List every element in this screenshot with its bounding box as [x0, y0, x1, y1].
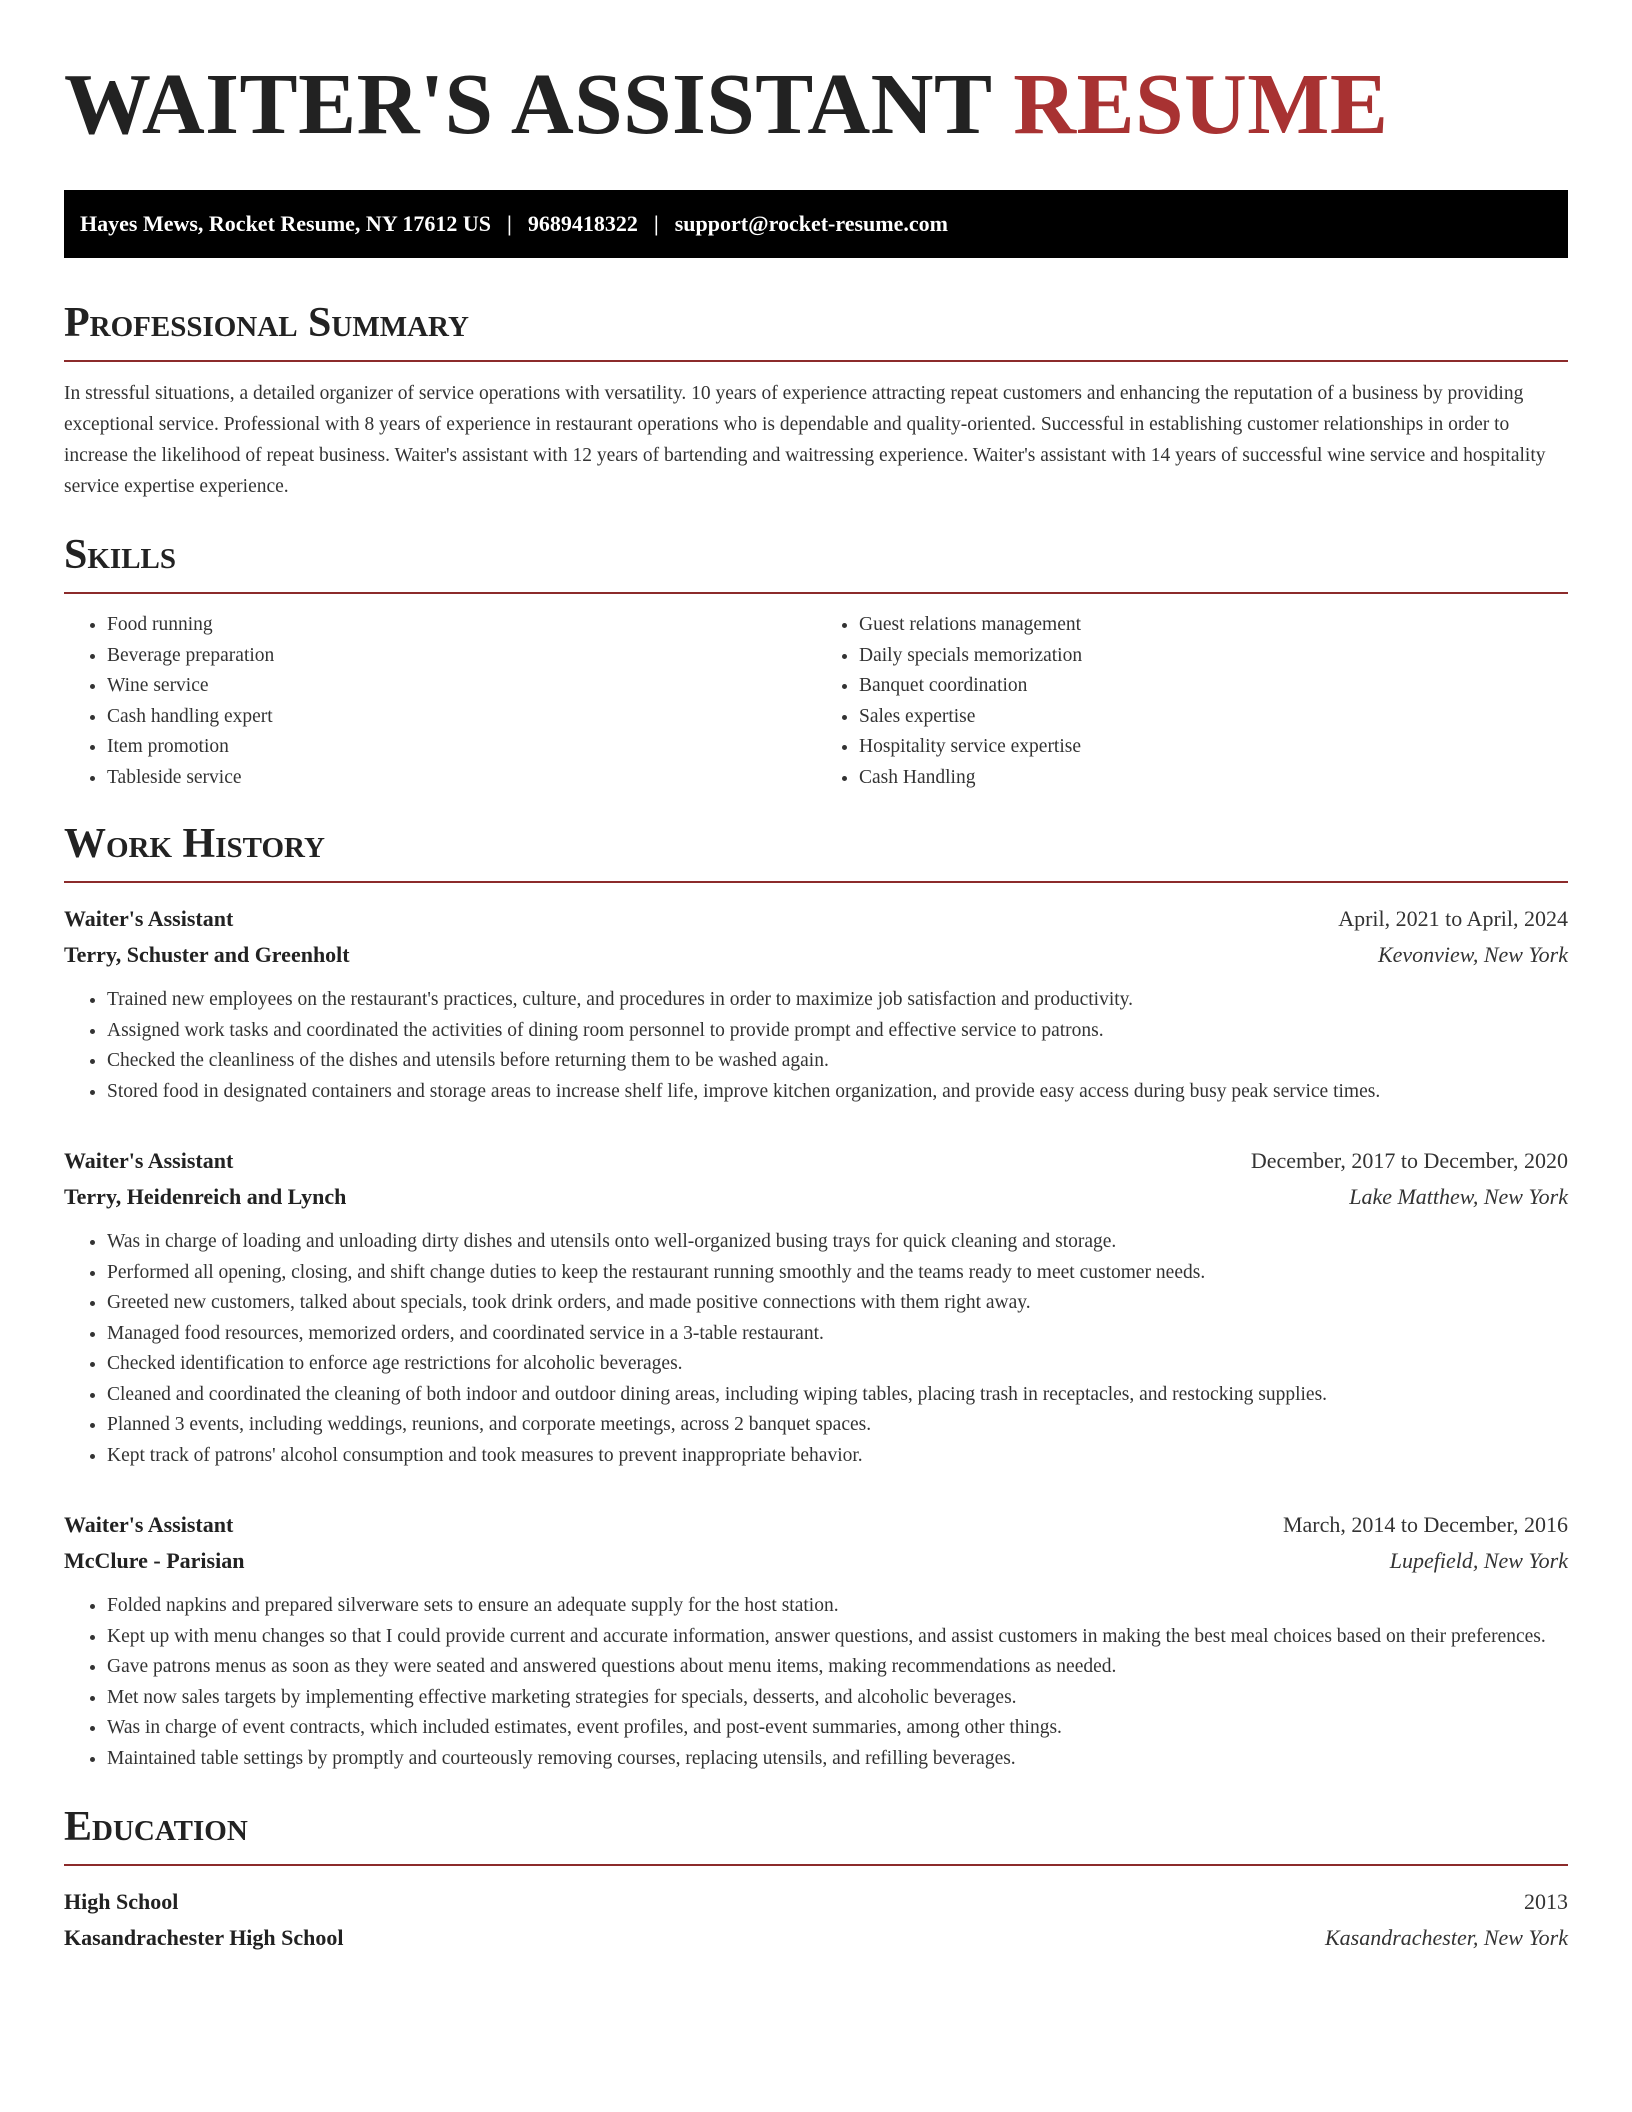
- job-entry: [64, 1507, 1568, 1774]
- job-bullet: • Planned 3 events, including weddings, reunions, and corporate meetings, across 2 banquet spaces.: [107, 1410, 1568, 1441]
- job-company: Terry, Schuster and Greenholt: [64, 942, 350, 967]
- job-bullet: • Checked the cleanliness of the dishes and utensils before returning them to be washed again.: [107, 1046, 1568, 1077]
- job-bullet: • Was in charge of event contracts, which included estimates, event profiles, and post-event summaries, among other things.: [107, 1713, 1568, 1744]
- title-main: WAITER'S ASSISTANT: [64, 55, 991, 152]
- job-company: Terry, Heidenreich and Lynch: [64, 1184, 347, 1209]
- job-location: Lake Matthew, New York: [1349, 1184, 1568, 1209]
- job-bullet: • Managed food resources, memorized orders, and coordinated service in a 3-table restaurant.: [107, 1319, 1568, 1350]
- job-company-row: [64, 1179, 1568, 1215]
- skills-list-right: [816, 610, 1568, 793]
- resume-title: [64, 55, 1568, 152]
- job-bullets: [64, 985, 1568, 1107]
- education-year: 2013: [1524, 1889, 1568, 1914]
- job-entry: [64, 1143, 1568, 1471]
- job-bullet: • Met now sales targets by implementing effective marketing strategies for specials, desserts, and alcoholic beverages.: [107, 1683, 1568, 1714]
- job-bullet: • Assigned work tasks and coordinated the activities of dining room personnel to provide prompt and effective service to patrons.: [107, 1016, 1568, 1047]
- job-bullet: • Performed all opening, closing, and shift change duties to keep the restaurant running smoothly and the teams ready to meet customer needs.: [107, 1258, 1568, 1289]
- job-title: Waiter's Assistant: [64, 1512, 234, 1537]
- skills-columns: [64, 610, 1568, 793]
- job-bullet: • Gave patrons menus as soon as they were seated and answered questions about menu items, making recommendations as needed.: [107, 1652, 1568, 1683]
- contact-separator: |: [653, 211, 659, 236]
- section-heading-summary: Professional Summary: [64, 300, 1568, 362]
- job-bullet: • Kept up with menu changes so that I could provide current and accurate information, answer questions, and assist customers in making the best meal choices based on their preferences.: [107, 1622, 1568, 1653]
- job-title: Waiter's Assistant: [64, 1148, 234, 1173]
- section-heading-skills: Skills: [64, 532, 1568, 594]
- job-company-row: [64, 1543, 1568, 1579]
- job-title-row: [64, 1507, 1568, 1543]
- education-entry: [64, 1884, 1568, 1956]
- skill-item: • Guest relations management: [859, 610, 1568, 641]
- job-bullet: • Maintained table settings by promptly and courteously removing courses, replacing utensils, and refilling beverages.: [107, 1744, 1568, 1775]
- education-school-row: [64, 1920, 1568, 1956]
- skill-item: • Hospitality service expertise: [859, 732, 1568, 763]
- contact-address: Hayes Mews, Rocket Resume, NY 17612 US: [80, 211, 492, 236]
- job-title-row: [64, 1143, 1568, 1179]
- job-bullet: • Was in charge of loading and unloading dirty dishes and utensils onto well-organized busing trays for quick cleaning and storage.: [107, 1227, 1568, 1258]
- skill-item: • Daily specials memorization: [859, 641, 1568, 672]
- skill-item: • Wine service: [107, 671, 816, 702]
- job-location: Lupefield, New York: [1389, 1548, 1568, 1573]
- job-bullets: [64, 1227, 1568, 1471]
- job-dates: December, 2017 to December, 2020: [1250, 1148, 1568, 1173]
- job-bullet: • Checked identification to enforce age restrictions for alcoholic beverages.: [107, 1349, 1568, 1380]
- skill-item: • Banquet coordination: [859, 671, 1568, 702]
- education-degree-row: [64, 1884, 1568, 1920]
- job-location: Kevonview, New York: [1377, 942, 1568, 967]
- skill-item: • Item promotion: [107, 732, 816, 763]
- education-degree: High School: [64, 1889, 179, 1914]
- skill-item: • Cash handling expert: [107, 702, 816, 733]
- job-title-row: [64, 901, 1568, 937]
- skill-item: • Beverage preparation: [107, 641, 816, 672]
- job-bullets: [64, 1591, 1568, 1774]
- job-bullet: • Stored food in designated containers and storage areas to increase shelf life, improve kitchen organization, and provide easy access during busy peak service times.: [107, 1077, 1568, 1108]
- summary-section: [64, 300, 1568, 502]
- job-title: Waiter's Assistant: [64, 906, 234, 931]
- work-history-section: [64, 821, 1568, 1774]
- section-heading-work-history: Work History: [64, 821, 1568, 883]
- contact-bar: [64, 190, 1568, 258]
- contact-separator: |: [507, 211, 512, 236]
- job-company-row: [64, 937, 1568, 973]
- education-school: Kasandrachester High School: [64, 1925, 344, 1950]
- skill-item: • Tableside service: [107, 763, 816, 794]
- contact-phone: 9689418322: [527, 211, 638, 236]
- job-bullet: • Kept track of patrons' alcohol consumption and took measures to prevent inappropriate behavior.: [107, 1441, 1568, 1472]
- skill-item: • Cash Handling: [859, 763, 1568, 794]
- job-bullet: • Cleaned and coordinated the cleaning of both indoor and outdoor dining areas, including wiping tables, placing trash in receptacles, and restocking supplies.: [107, 1380, 1568, 1411]
- contact-email: support@rocket-resume.com: [674, 211, 948, 236]
- education-location: Kasandrachester, New York: [1324, 1925, 1568, 1950]
- job-bullet: • Folded napkins and prepared silverware sets to ensure an adequate supply for the host station.: [107, 1591, 1568, 1622]
- skills-section: [64, 532, 1568, 793]
- title-accent: RESUME: [1013, 55, 1389, 152]
- job-dates: March, 2014 to December, 2016: [1282, 1512, 1568, 1537]
- job-company: McClure - Parisian: [64, 1548, 245, 1573]
- skill-item: • Food running: [107, 610, 816, 641]
- section-heading-education: Education: [64, 1804, 1568, 1866]
- job-bullet: • Greeted new customers, talked about specials, took drink orders, and made positive connections with them right away.: [107, 1288, 1568, 1319]
- skills-list-left: [64, 610, 816, 793]
- job-bullet: • Trained new employees on the restaurant's practices, culture, and procedures in order to maximize job satisfaction and productivity.: [107, 985, 1568, 1016]
- summary-text: In stressful situations, a detailed organizer of service operations with versatility. 10 years of experience attracting repeat customers and enhancing the reputation of a business by providing exceptional service. Professional with 8 years of experience in restaurant operations who is dependable and quality-oriented. Successful in establishing customer relationships in order to increase the likelihood of repeat business. Waiter's assistant with 12 years of bartending and waitressing experience. Waiter's assistant with 14 years of successful wine service and hospitality service expertise experience.: [64, 383, 1546, 497]
- education-section: [64, 1804, 1568, 1956]
- job-dates: April, 2021 to April, 2024: [1338, 906, 1568, 931]
- job-entry: [64, 901, 1568, 1107]
- skill-item: • Sales expertise: [859, 702, 1568, 733]
